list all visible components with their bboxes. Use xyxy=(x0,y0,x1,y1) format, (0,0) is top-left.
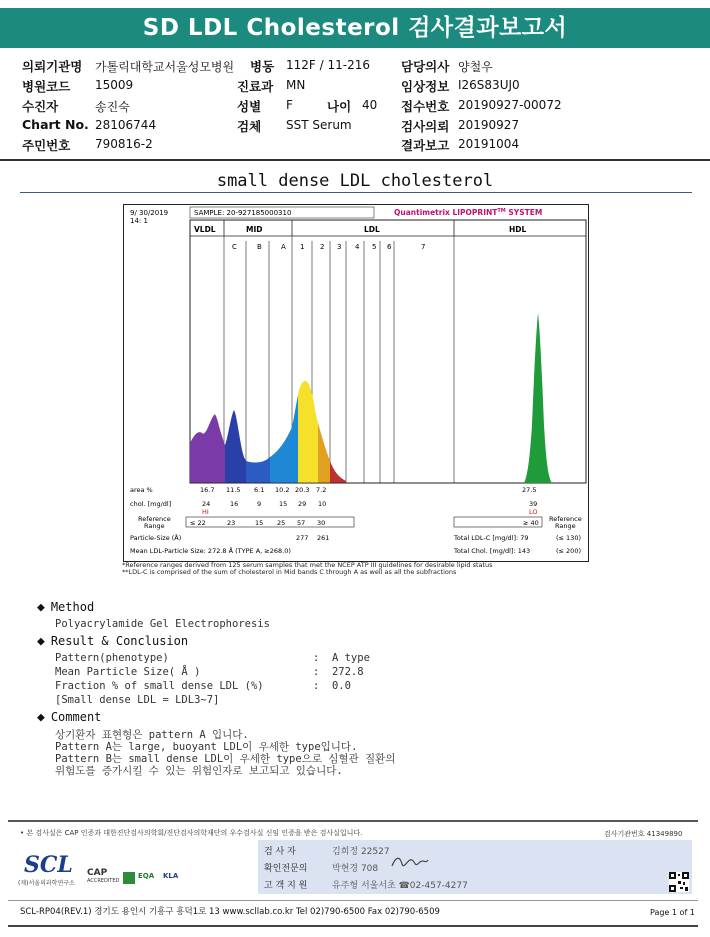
hospital-code-label: 병원코드 xyxy=(22,79,71,94)
svg-text:11.5: 11.5 xyxy=(226,486,241,494)
eqa-badge: EQA xyxy=(138,872,155,880)
id-value: 790816-2 xyxy=(95,137,153,151)
graph-frame xyxy=(190,220,586,483)
svg-text:24: 24 xyxy=(202,500,211,508)
section-title: small dense LDL cholesterol xyxy=(216,171,494,191)
patient-value: 송진숙 xyxy=(95,100,130,114)
id-label: 주민번호 xyxy=(22,138,71,153)
tester-label: 검 사 자 xyxy=(264,847,296,857)
svg-text:9: 9 xyxy=(257,500,262,508)
svg-text:HI: HI xyxy=(202,508,209,516)
expert-value: 박현경 708 xyxy=(332,864,379,874)
hdl-peak xyxy=(524,313,552,483)
chart-no-label: Chart No. xyxy=(22,117,89,132)
svg-text:27.5: 27.5 xyxy=(522,486,537,494)
comment-line-2: Pattern A는 large, buoyant LDL이 우세한 type입니다. xyxy=(55,741,358,753)
svg-text:261: 261 xyxy=(317,534,330,542)
chol-row xyxy=(130,500,538,516)
ward-value: 112F / 11-216 xyxy=(286,58,370,72)
cert-note: • 본 검사실은 CAP 인증과 대한진단검사의학회/진단검사의학재단의 우수검사실 신임 인증을 받은 검사실입니다. xyxy=(20,829,363,837)
col-vldl: VLDL xyxy=(194,225,216,234)
graph-sample: SAMPLE: 20-927185000310 xyxy=(194,209,292,217)
note-2: **LDL-C is comprised of the sum of cholesterol in Mid bands C through A as well as all the subfractions xyxy=(122,568,457,576)
reference-row xyxy=(138,515,582,530)
report-date-value: 20191004 xyxy=(458,137,520,151)
signature-icon xyxy=(390,852,430,872)
svg-text:C: C xyxy=(232,243,237,251)
sex-label: 성별 xyxy=(237,99,262,114)
contact-value: 유주형 서울서초 ☎02-457-4277 xyxy=(332,881,468,891)
result-note: [Small dense LDL = LDL3~7] xyxy=(55,694,220,706)
specimen-label: 검체 xyxy=(237,119,262,134)
tester-value: 김희정 22527 xyxy=(332,847,390,857)
lipoprint-graph xyxy=(124,205,588,561)
svg-text:B: B xyxy=(257,243,262,251)
ldl2-peak xyxy=(318,423,330,483)
svg-text:Range: Range xyxy=(144,522,165,530)
institution-label: 의뢰기관명 xyxy=(22,59,83,74)
svg-text:6: 6 xyxy=(387,243,392,251)
patient-label: 수진자 xyxy=(22,99,59,114)
svg-text:4: 4 xyxy=(355,243,360,251)
mid-a-peak xyxy=(270,427,292,483)
svg-text:30: 30 xyxy=(317,519,326,527)
ldl1-edge xyxy=(292,395,298,483)
vldl-peak xyxy=(190,414,225,483)
svg-text:Reference: Reference xyxy=(549,515,582,523)
svg-text:A: A xyxy=(281,243,286,251)
result-heading: ◆ Result & Conclusion xyxy=(37,634,189,649)
mid-c-peak xyxy=(225,410,246,483)
svg-text:≥ 40: ≥ 40 xyxy=(523,519,539,527)
dept-value: MN xyxy=(286,78,306,92)
svg-text:Mean LDL-Particle Size: 272.: Mean LDL-Particle Size: 272.8 Å (TYPE A, ≥268.0) xyxy=(130,547,291,555)
svg-text:Range: Range xyxy=(555,522,576,530)
clinical-label: 임상정보 xyxy=(401,79,450,94)
diamond-icon: ◆ xyxy=(37,634,45,649)
svg-text:15: 15 xyxy=(279,500,288,508)
institution-value: 가톨릭대학교서울성모병원 xyxy=(95,60,235,74)
svg-text:3: 3 xyxy=(337,243,342,251)
expert-label: 확인전문의 xyxy=(264,864,308,874)
ldl3-tail xyxy=(330,461,346,483)
kla-badge: KLA xyxy=(163,872,179,880)
receipt-label: 접수번호 xyxy=(401,99,450,114)
bottom-rule xyxy=(8,925,698,927)
svg-text:57: 57 xyxy=(297,519,306,527)
svg-text:25: 25 xyxy=(277,519,286,527)
age-label: 나이 xyxy=(327,99,352,114)
svg-text:Total LDL-C [mg/dl]: 79: Total LDL-C [mg/dl]: 79 xyxy=(454,534,529,542)
result-value-pattern: : A type xyxy=(313,652,370,664)
svg-text:7: 7 xyxy=(421,243,426,251)
method-heading: ◆ Method xyxy=(37,600,95,615)
svg-text:10.2: 10.2 xyxy=(275,486,290,494)
svg-text:chol. [mg/dl]: chol. [mg/dl] xyxy=(130,500,172,508)
col-ldl: LDL xyxy=(364,225,380,234)
org-code: 검사기관번호 41349890 xyxy=(604,830,683,838)
comment-line-3: Pattern B는 small dense LDL이 우세한 type으로 심혈관 질환의 xyxy=(55,753,396,765)
sex-value: F xyxy=(286,98,293,112)
svg-text:7.2: 7.2 xyxy=(316,486,327,494)
svg-text:10: 10 xyxy=(318,500,327,508)
ward-label: 병동 xyxy=(250,59,275,74)
section-rule xyxy=(20,192,692,193)
request-label: 검사의뢰 xyxy=(401,119,450,134)
svg-text:(≤ 200): (≤ 200) xyxy=(556,547,581,555)
area-row xyxy=(130,486,536,494)
method-text: Polyacrylamide Gel Electrophoresis xyxy=(55,618,270,630)
dept-label: 진료과 xyxy=(237,79,274,94)
receipt-value: 20190927-00072 xyxy=(458,98,562,112)
mid-b-peak xyxy=(246,457,270,483)
result-label-fraction: Fraction % of small dense LDL (%) xyxy=(55,680,264,692)
specimen-value: SST Serum xyxy=(286,118,352,132)
svg-text:23: 23 xyxy=(227,519,236,527)
band-lines xyxy=(224,236,454,483)
svg-text:LO: LO xyxy=(529,508,538,516)
result-label-size: Mean Particle Size( Å ) xyxy=(55,666,201,678)
signature-box xyxy=(258,840,692,894)
svg-text:Particle-Size (Å): Particle-Size (Å) xyxy=(130,534,182,542)
graph-time: 14: 1 xyxy=(130,217,148,225)
svg-text:277: 277 xyxy=(296,534,309,542)
svg-text:2: 2 xyxy=(320,243,325,251)
comment-line-4: 위험도를 증가시킬 수 있는 위험인자로 보고되고 있습니다. xyxy=(55,765,343,777)
report-date-label: 결과보고 xyxy=(401,138,450,153)
svg-text:(≤ 130): (≤ 130) xyxy=(556,534,581,542)
qr-code-icon xyxy=(669,872,689,892)
graph-date: 9/ 30/2019 xyxy=(130,209,169,217)
diamond-icon: ◆ xyxy=(37,710,45,725)
svg-text:39: 39 xyxy=(529,500,538,508)
clinical-value: I26S83UJ0 xyxy=(458,78,520,92)
scl-logo-sub: (재)서울의과학연구소 xyxy=(18,880,75,887)
request-value: 20190927 xyxy=(458,118,520,132)
svg-text:15: 15 xyxy=(255,519,264,527)
svg-text:area %: area % xyxy=(130,486,153,494)
note-1: *Reference ranges derived from 125 serum samples that met the NCEP ATP III guidelines for desirable lipid status xyxy=(122,561,493,569)
info-divider xyxy=(0,159,710,161)
col-mid: MID xyxy=(246,225,263,234)
svg-text:6.1: 6.1 xyxy=(254,486,265,494)
doctor-value: 양철우 xyxy=(458,60,493,74)
contact-label: 고 객 지 원 xyxy=(264,881,308,891)
comment-heading: ◆ Comment xyxy=(37,710,102,725)
svg-text:20.3: 20.3 xyxy=(295,486,310,494)
result-value-fraction: : 0.0 xyxy=(313,680,351,692)
particle-row xyxy=(130,533,581,555)
svg-text:Reference: Reference xyxy=(138,515,171,523)
age-value: 40 xyxy=(362,98,378,112)
kolas-badge-icon xyxy=(123,872,135,884)
svg-text:5: 5 xyxy=(372,243,377,251)
graph-brand: Quantimetrix LIPOPRINT™ SYSTEM xyxy=(394,208,543,217)
address-rule xyxy=(8,900,698,901)
diamond-icon: ◆ xyxy=(37,600,45,615)
ldl-main-peak xyxy=(298,381,318,483)
doctor-label: 담당의사 xyxy=(401,59,450,74)
svg-text:16.7: 16.7 xyxy=(200,486,215,494)
svg-text:≤ 22: ≤ 22 xyxy=(190,519,206,527)
result-label-pattern: Pattern(phenotype) xyxy=(55,652,169,664)
result-value-size: : 272.8 xyxy=(313,666,364,678)
page-number: Page 1 of 1 xyxy=(650,908,695,917)
footer-rule xyxy=(8,820,698,822)
svg-text:16: 16 xyxy=(230,500,239,508)
svg-text:1: 1 xyxy=(300,243,305,251)
svg-text:29: 29 xyxy=(298,500,307,508)
band-labels xyxy=(232,243,425,251)
chart-no-value: 28106744 xyxy=(95,118,157,132)
lipoprint-report xyxy=(123,204,589,562)
cap-logo: CAP ACCREDITED xyxy=(87,868,120,884)
svg-text:Total Chol. [mg/dl]: 143: Total Chol. [mg/dl]: 143 xyxy=(454,547,531,555)
report-title: SD LDL Cholesterol 검사결과보고서 xyxy=(0,8,710,48)
col-hdl: HDL xyxy=(509,225,527,234)
comment-line-1: 상기환자 표현형은 pattern A 입니다. xyxy=(55,729,249,741)
address-line: SCL-RP04(REV.1) 경기도 용인시 기흥구 흥덕1로 13 www.scllab.co.kr Tel 02)790-6500 Fax 02)790-6509 xyxy=(20,907,440,917)
hospital-code-value: 15009 xyxy=(95,78,134,92)
scl-logo: SCL xyxy=(24,852,73,878)
